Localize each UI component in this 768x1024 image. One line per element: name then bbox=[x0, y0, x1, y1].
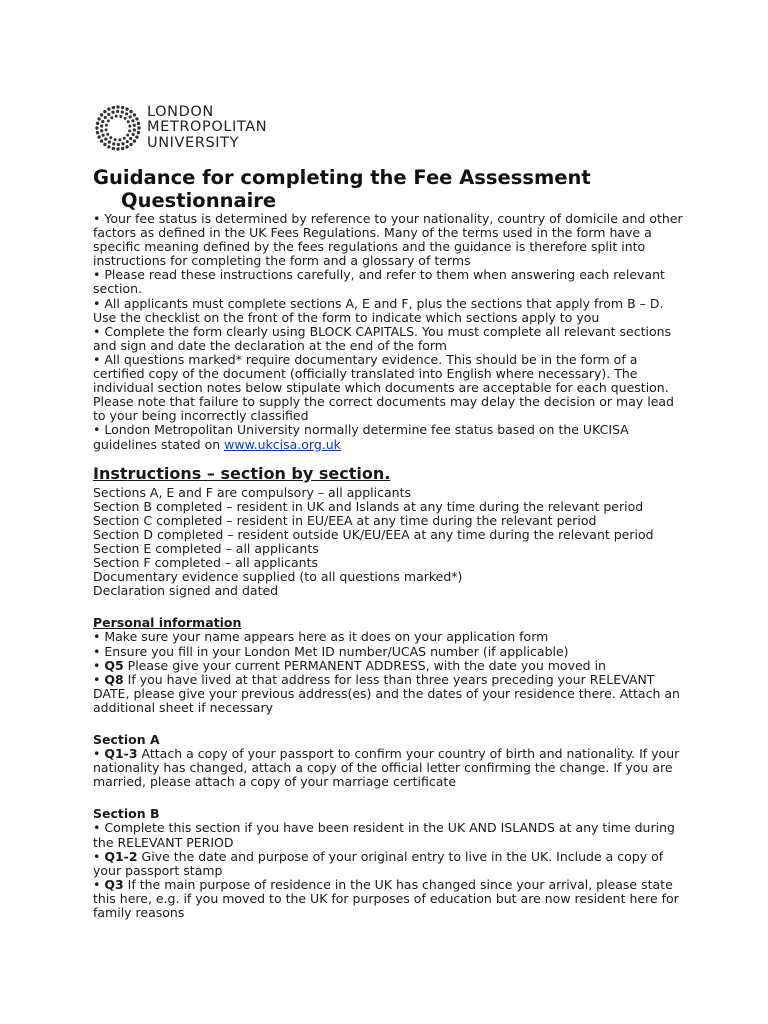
bullet-mark: • bbox=[93, 876, 105, 892]
university-logo bbox=[93, 100, 683, 156]
personal-info-heading: Personal information bbox=[93, 615, 242, 631]
dotted-circle-logo-icon bbox=[93, 103, 143, 153]
logo-dot bbox=[121, 142, 124, 145]
logo-dot bbox=[116, 110, 119, 113]
personal-bullet: • Ensure you fill in your London Met ID number/UCAS number (if applicable) bbox=[93, 643, 569, 659]
instruction-line: Sections A, E and F are compulsory – all applicants bbox=[93, 484, 411, 500]
logo-dot bbox=[101, 120, 104, 123]
instruction-line: Documentary evidence supplied (to all questions marked*) bbox=[93, 569, 463, 585]
logo-line-3: UNIVERSITY bbox=[147, 134, 240, 151]
logo-dot bbox=[133, 139, 136, 142]
logo-dot bbox=[100, 129, 103, 132]
logo-dot bbox=[100, 124, 103, 127]
logo-dot bbox=[127, 120, 130, 123]
logo-dot bbox=[100, 139, 103, 142]
section-b-bullet bbox=[93, 878, 683, 920]
logo-dot bbox=[103, 143, 106, 146]
personal-info-section bbox=[93, 616, 683, 920]
intro-bullet: • All questions marked* require documentary evidence. This should be in the form of a certified copy of the document (officially translated into English where necessary). The individual section notes below stipulate which documents are acceptable for each question. Please note that failure to supply the correct documents may delay the decision or may lead to your being incorrectly classified bbox=[93, 351, 674, 424]
logo-dot bbox=[114, 138, 117, 141]
logo-dot bbox=[112, 147, 115, 150]
title-line-2: Questionnaire bbox=[121, 189, 277, 212]
logo-dot bbox=[123, 137, 126, 140]
section-b-heading: Section B bbox=[93, 806, 160, 822]
logo-dot bbox=[125, 112, 128, 115]
logo-dot bbox=[129, 143, 132, 146]
logo-dot bbox=[135, 117, 138, 120]
intro-section bbox=[93, 212, 683, 452]
logo-dot bbox=[96, 131, 99, 134]
logo-dot bbox=[105, 124, 108, 127]
personal-bullet: • Make sure your name appears here as it does on your application form bbox=[93, 629, 549, 645]
question-ref: Q1-2 bbox=[104, 848, 138, 864]
logo-dot bbox=[111, 111, 114, 114]
logo-dot bbox=[133, 113, 136, 116]
bullet-text: Attach a copy of your passport to confirm your country of birth and nationality. If your nationality has changed, attach a copy of the official letter confirming the change. If you are married, please attach a copy of your marriage certificate bbox=[93, 746, 680, 790]
ukcisa-link[interactable]: www.ukcisa.org.uk bbox=[224, 436, 341, 452]
logo-dot bbox=[107, 107, 110, 110]
logo-dot bbox=[97, 135, 100, 138]
question-ref: Q5 bbox=[104, 657, 124, 673]
logo-dot bbox=[118, 138, 121, 141]
logo-dot bbox=[102, 134, 105, 137]
logo-dot bbox=[128, 125, 131, 128]
logo-dot bbox=[107, 113, 110, 116]
bullet-text: If you have lived at that address for less than three years preceding your RELEVANT DATE, please give your previous address(es) and the dates of your residence there. Attach an additional sheet if necessary bbox=[93, 671, 680, 715]
document-page bbox=[93, 100, 683, 920]
logo-dot bbox=[125, 145, 128, 148]
logo-dot bbox=[133, 124, 136, 127]
personal-bullet bbox=[93, 673, 683, 715]
logo-dot bbox=[121, 106, 124, 109]
question-ref: Q8 bbox=[104, 671, 124, 687]
logo-dot bbox=[97, 117, 100, 120]
section-b-bullet bbox=[93, 850, 683, 878]
instruction-line: Section C completed – resident in EU/EEA at any time during the relevant period bbox=[93, 512, 597, 528]
logo-dot bbox=[119, 115, 122, 118]
instructions-heading: Instructions – section by section. bbox=[93, 463, 391, 483]
logo-dot bbox=[105, 128, 108, 131]
bullet-mark: • bbox=[93, 671, 105, 687]
logo-dot bbox=[95, 126, 98, 129]
logo-dot bbox=[132, 133, 135, 136]
logo-dot bbox=[116, 105, 119, 108]
intro-bullet: • Please read these instructions carefully, and refer to them when answering each relevant section. bbox=[93, 267, 665, 297]
instruction-line: Section F completed – all applicants bbox=[93, 555, 319, 571]
instruction-line: Section D completed – resident outside UK/EU/EEA at any time during the relevant period bbox=[93, 526, 654, 542]
logo-dot bbox=[131, 119, 134, 122]
logo-dot bbox=[107, 145, 110, 148]
logo-dot bbox=[124, 117, 127, 120]
logo-dot bbox=[96, 122, 99, 125]
bullet-text: Please give your current PERMANENT ADDRESS, with the date you moved in bbox=[123, 657, 606, 673]
logo-line-1: LONDON bbox=[147, 103, 214, 120]
logo-dot bbox=[133, 128, 136, 131]
bullet-mark: • bbox=[93, 657, 105, 673]
logo-dot bbox=[126, 134, 129, 137]
logo-dot bbox=[125, 107, 128, 110]
logo-dot bbox=[126, 140, 129, 143]
instruction-line: Section E completed – all applicants bbox=[93, 540, 319, 556]
question-ref: Q3 bbox=[104, 876, 124, 892]
instruction-line: Declaration signed and dated bbox=[93, 583, 279, 599]
title-line-1: Guidance for completing the Fee Assessment bbox=[93, 166, 591, 189]
logo-dot bbox=[109, 136, 112, 139]
logo-dot bbox=[121, 110, 124, 113]
section-a-bullet bbox=[93, 747, 683, 789]
intro-bullet bbox=[93, 423, 683, 451]
logo-dot bbox=[137, 131, 140, 134]
logo-dot bbox=[106, 133, 109, 136]
logo-dot bbox=[112, 106, 115, 109]
logo-dot bbox=[100, 113, 103, 116]
question-ref: Q1-3 bbox=[104, 746, 138, 762]
instruction-line: Section B completed – resident in UK and Islands at any time during the relevant period bbox=[93, 498, 644, 514]
logo-dot bbox=[129, 137, 132, 140]
logo-dot bbox=[135, 135, 138, 138]
logo-dot bbox=[117, 143, 120, 146]
logo-dot bbox=[128, 129, 131, 132]
logo-wordmark bbox=[147, 105, 267, 152]
intro-bullet: • All applicants must complete sections A, E and F, plus the sections that apply from B – D. Use the checklist on the front of the form to indicate which sections apply to you bbox=[93, 295, 664, 325]
instructions-list bbox=[93, 486, 683, 599]
logo-dot bbox=[137, 122, 140, 125]
logo-dot bbox=[129, 110, 132, 113]
logo-dot bbox=[112, 142, 115, 145]
section-a-heading: Section A bbox=[93, 732, 160, 747]
logo-dot bbox=[107, 119, 110, 122]
logo-dot bbox=[137, 126, 140, 129]
bullet-mark: • bbox=[93, 848, 105, 864]
logo-dot bbox=[116, 147, 119, 150]
intro-bullet: • Complete the form clearly using BLOCK CAPITALS. You must complete all relevant sections and sign and date the declaration at the end of the form bbox=[93, 323, 672, 353]
section-b-bullet: • Complete this section if you have been resident in the UK AND ISLANDS at any time during the RELEVANT PERIOD bbox=[93, 820, 675, 850]
logo-dot bbox=[129, 115, 132, 118]
bullet-text: Give the date and purpose of your original entry to live in the UK. Include a copy of your passport stamp bbox=[93, 848, 664, 878]
logo-dot bbox=[104, 137, 107, 140]
logo-dot bbox=[104, 116, 107, 119]
intro-last-text: • London Metropolitan University normally determine fee status based on the UKCISA guidelines stated on bbox=[93, 422, 629, 452]
bullet-mark: • bbox=[93, 746, 105, 762]
logo-dot bbox=[103, 110, 106, 113]
page-title bbox=[93, 166, 683, 212]
logo-dot bbox=[110, 116, 113, 119]
bullet-text: If the main purpose of residence in the UK has changed since your arrival, please state this here, e.g. if you moved to the UK for purposes of education but are now resident here for family reasons bbox=[93, 876, 679, 921]
logo-dot bbox=[121, 147, 124, 150]
personal-bullet bbox=[93, 659, 683, 673]
logo-dot bbox=[108, 140, 111, 143]
intro-bullet: • Your fee status is determined by reference to your nationality, country of domicile and other factors as defined in the UK Fees Regulations. Many of the terms used in the form have a specific meaning defined by the fees regulations and the guidance is therefore split into instructions for completing the form and a glossary of terms bbox=[93, 211, 683, 269]
logo-line-2: METROPOLITAN bbox=[147, 119, 268, 136]
logo-dot bbox=[115, 115, 118, 118]
